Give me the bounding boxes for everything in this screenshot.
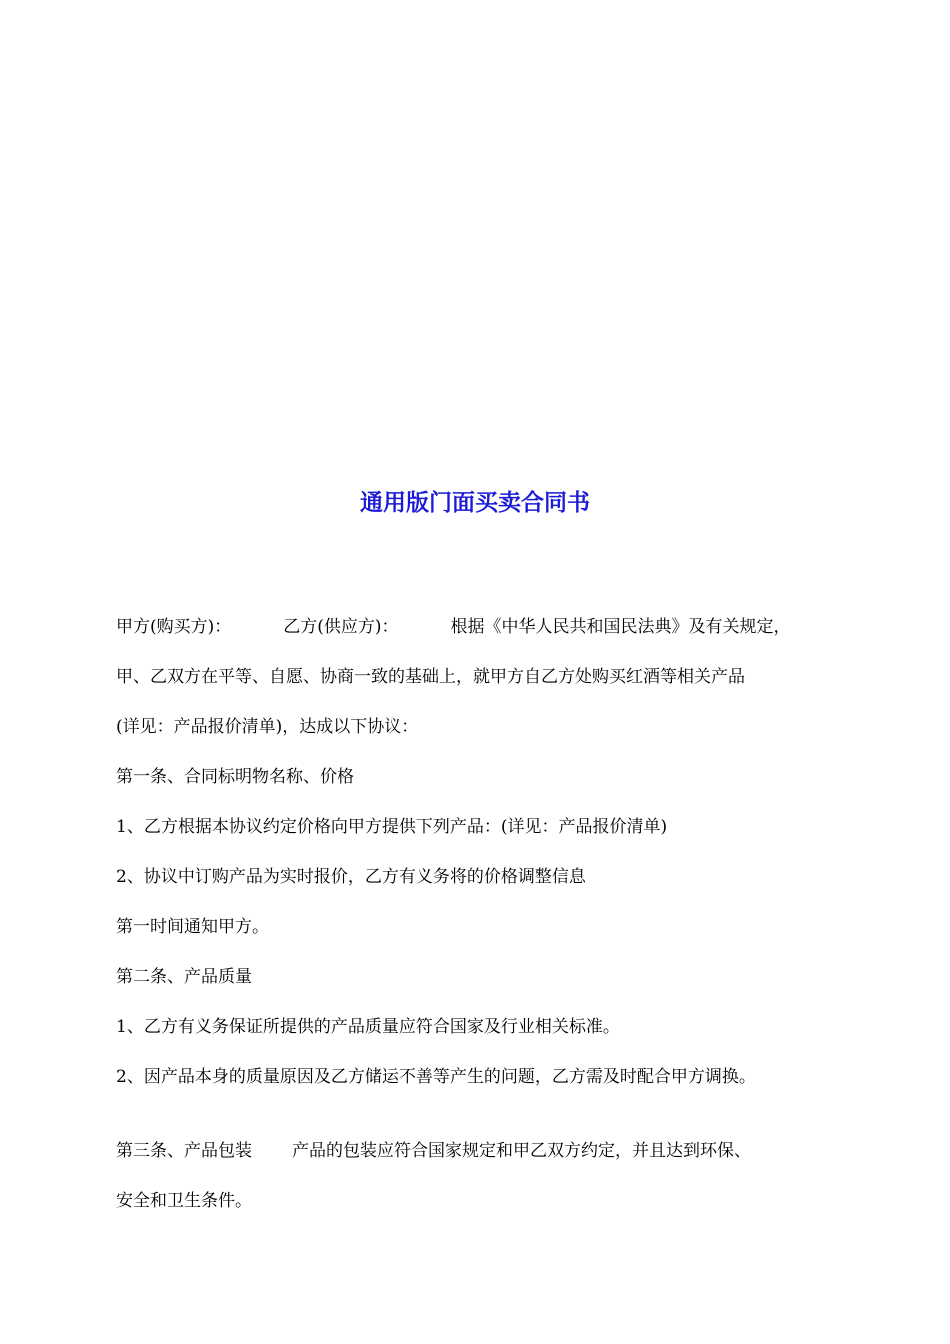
document-title: 通用版门面买卖合同书	[360, 490, 590, 516]
article-2-item-1: 1、乙方有义务保证所提供的产品质量应符合国家及行业相关标准。	[116, 1017, 620, 1037]
article-3-text: 产品的包装应符合国家规定和甲乙双方约定，并且达到环保、	[292, 1141, 751, 1161]
intro-line-3: (详见：产品报价清单)，达成以下协议：	[116, 717, 419, 737]
article-3-line-1	[116, 1126, 856, 1176]
intro-line-2: 甲、乙双方在平等、自愿、协商一致的基础上，就甲方自乙方处购买红酒等相关产品	[116, 667, 745, 687]
article-1-item-2-cont: 第一时间通知甲方。	[116, 917, 269, 937]
party-b-label: 乙方(供应方)：	[283, 617, 399, 637]
document-body	[116, 602, 856, 1226]
intro-line-1	[116, 602, 856, 652]
article-2-item-2: 2、因产品本身的质量原因及乙方储运不善等产生的问题，乙方需及时配合甲方调换。	[116, 1067, 756, 1087]
intro-basis: 根据《中华人民共和国民法典》及有关规定，	[450, 617, 791, 637]
party-a-label: 甲方(购买方)：	[116, 617, 232, 637]
article-3-heading: 第三条、产品包装	[116, 1141, 252, 1161]
article-1-heading: 第一条、合同标明物名称、价格	[116, 767, 354, 787]
article-1-item-2: 2、协议中订购产品为实时报价，乙方有义务将的价格调整信息	[116, 867, 586, 887]
article-1-item-1: 1、乙方根据本协议约定价格向甲方提供下列产品：(详见：产品报价清单)	[116, 817, 668, 837]
article-3-text-cont: 安全和卫生条件。	[116, 1191, 252, 1211]
article-2-heading: 第二条、产品质量	[116, 967, 252, 987]
